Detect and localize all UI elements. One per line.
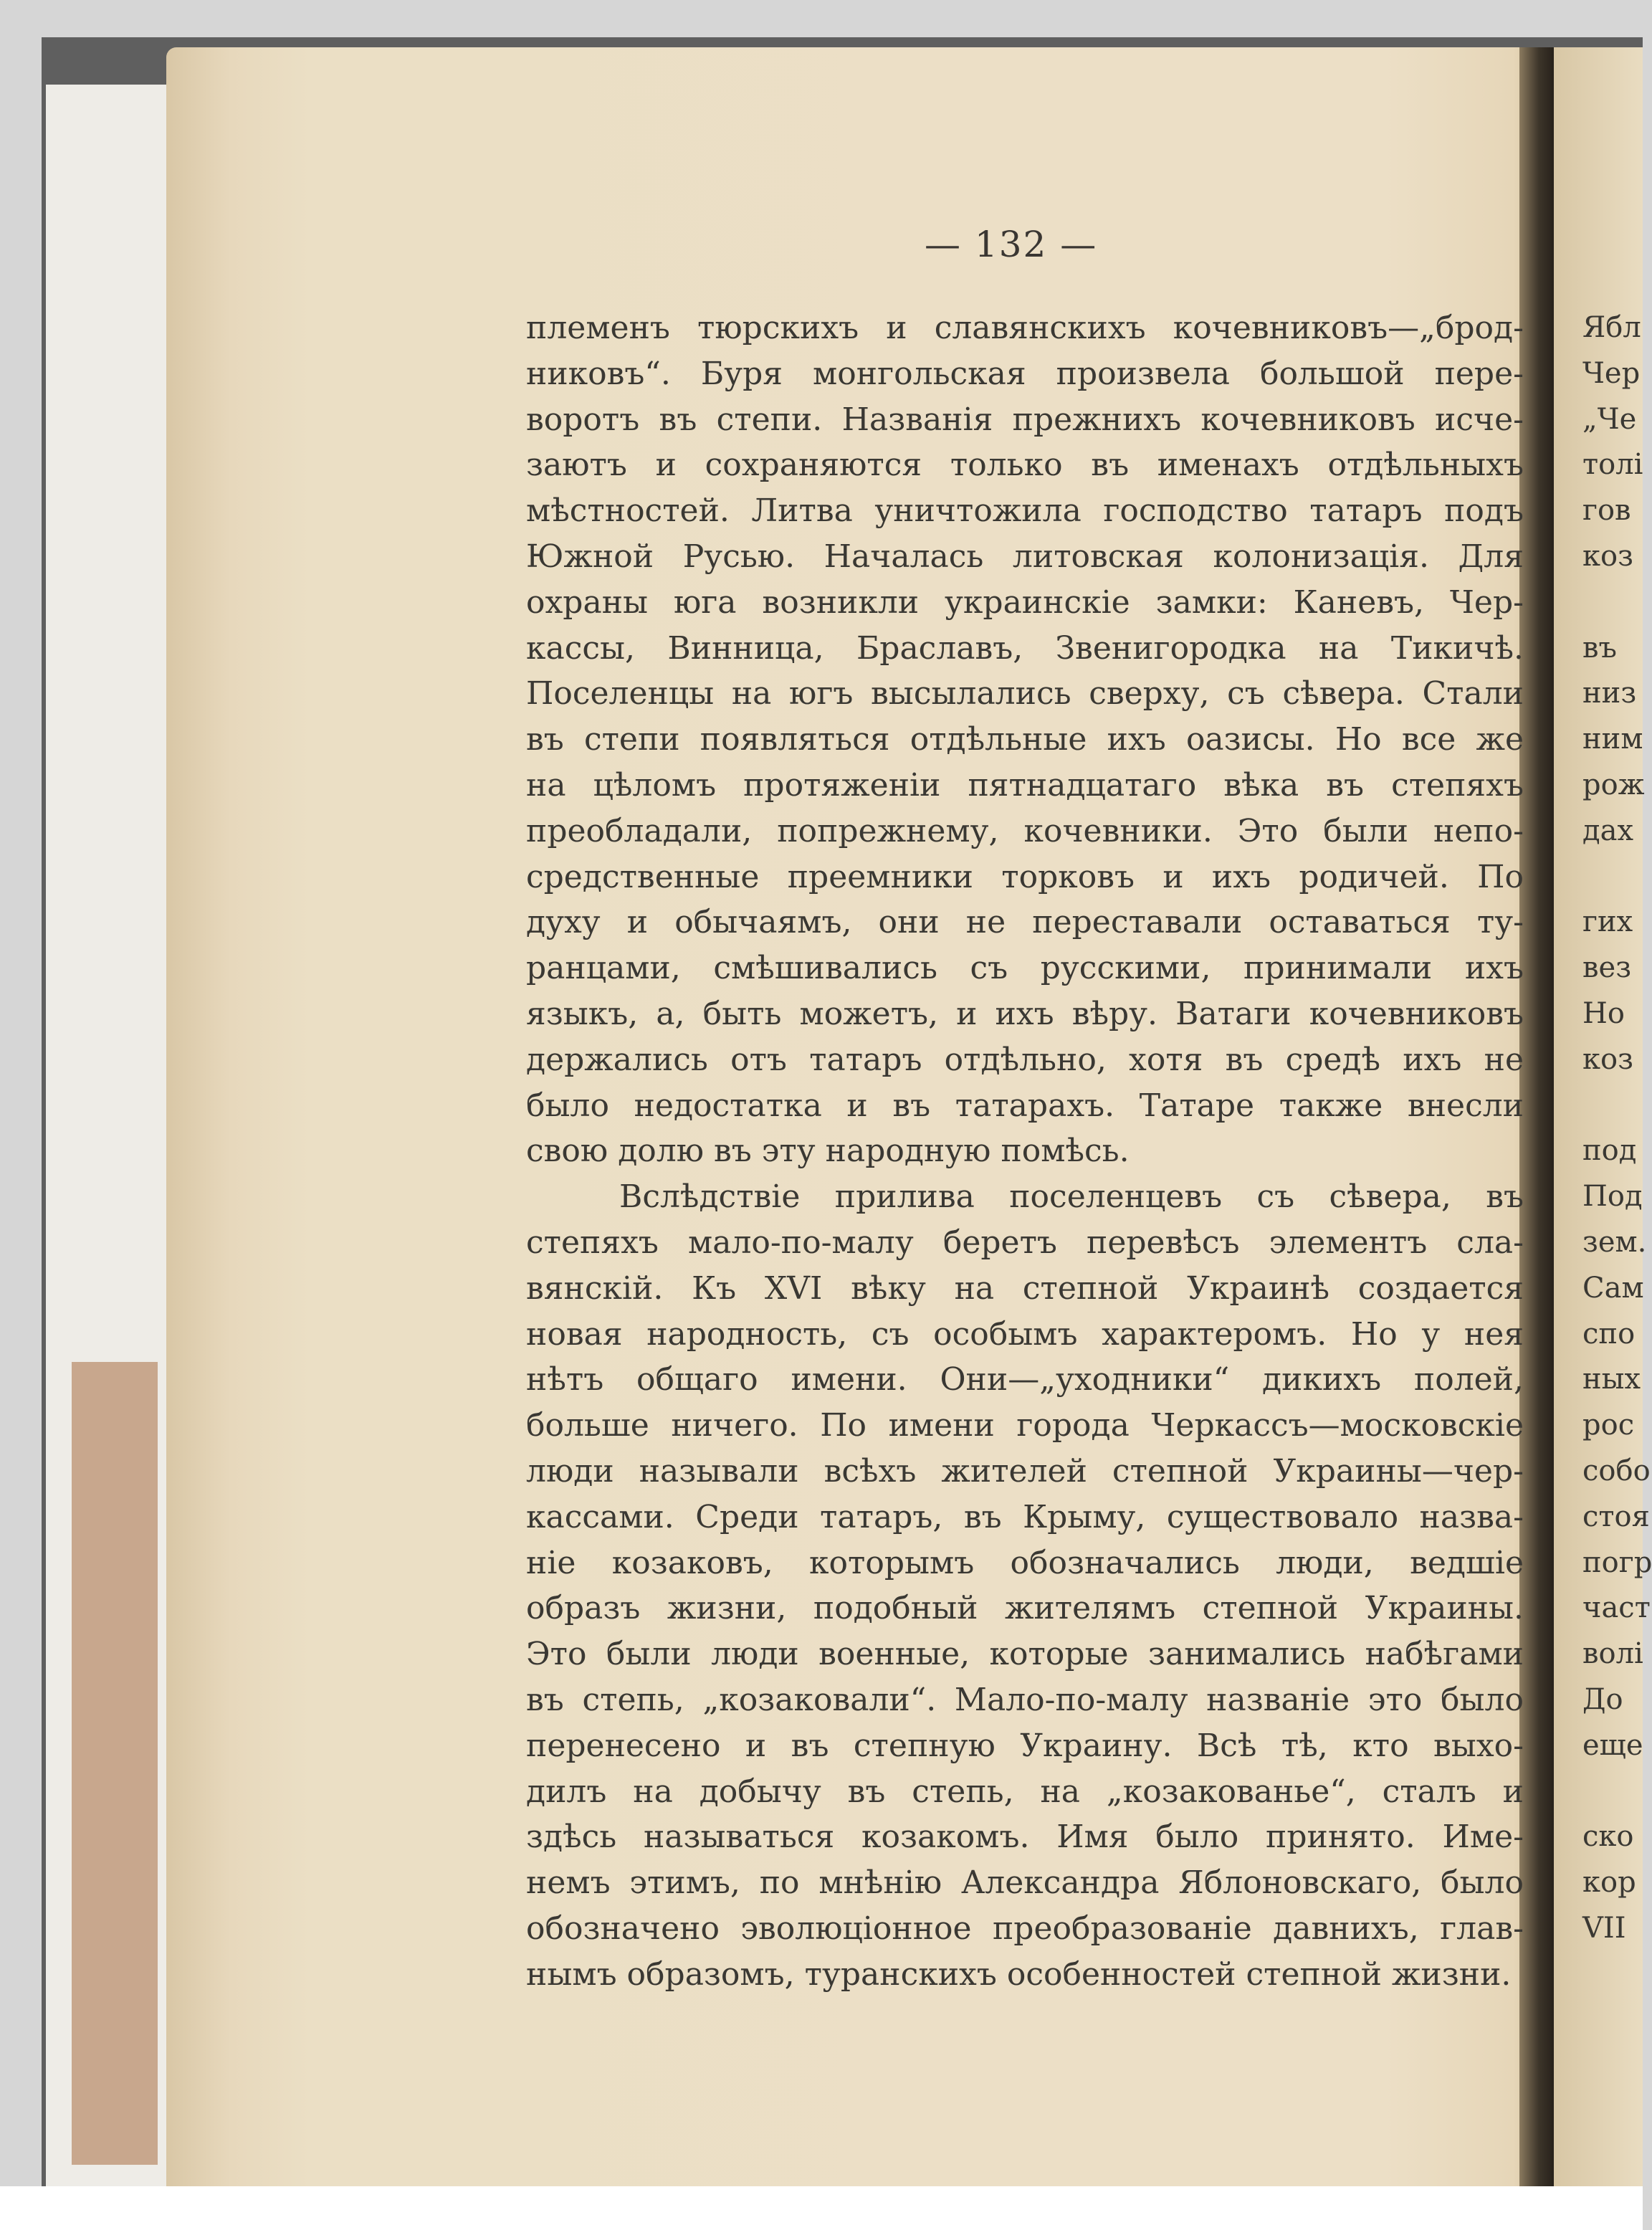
text-line: Это были люди военные, которые занимались набѣгами <box>526 1636 1524 1673</box>
facing-text-fragment: рож <box>1582 768 1645 801</box>
text-line: средственные преемники торковъ и ихъ родичей. По <box>526 858 1524 895</box>
facing-text-fragment <box>1582 580 1643 626</box>
facing-text-fragment: ных <box>1582 1363 1641 1396</box>
facing-text-fragment: Сам <box>1582 1271 1644 1305</box>
text-line: кассы, Винница, Браславъ, Звенигородка на Тикичѣ. <box>526 629 1524 667</box>
facing-text-fragment: рос <box>1582 1409 1635 1442</box>
text-line: держались отъ татаръ отдѣльно, хотя въ средѣ ихъ не <box>526 1041 1524 1078</box>
scan-margin-bottom <box>0 2186 1643 2230</box>
facing-text-fragment: гих <box>1582 905 1633 939</box>
text-line: нѣтъ общаго имени. Они—„уходники“ дикихъ полей, <box>526 1361 1524 1398</box>
text-line: люди называли всѣхъ жителей степной Украины—чер- <box>526 1452 1524 1490</box>
text-line: перенесено и въ степную Украину. Всѣ тѣ, кто выхо- <box>526 1727 1524 1764</box>
text-line: духу и обычаямъ, они не переставали оставаться ту- <box>526 904 1524 941</box>
text-line: больше ничего. По имени города Черкассъ—московскіе <box>526 1407 1524 1444</box>
facing-text-fragment: низ <box>1582 677 1637 710</box>
facing-text-fragment: волі <box>1582 1637 1643 1671</box>
text-line: въ степь, „козаковали“. Мало-по-малу названіе это было <box>526 1681 1524 1718</box>
text-line: вянскій. Къ XVI вѣку на степной Украинѣ создается <box>526 1269 1524 1307</box>
text-line: степяхъ мало-по-малу беретъ перевѣсъ элементъ сла- <box>526 1224 1524 1261</box>
text-line: Вслѣдствіе прилива поселенцевъ съ сѣвера, въ <box>619 1178 1524 1216</box>
facing-text-fragment: вез <box>1582 951 1632 985</box>
facing-text-fragment: гов <box>1582 494 1631 528</box>
text-line: здѣсь называться козакомъ. Имя было принято. Име- <box>526 1819 1524 1856</box>
facing-text-fragment: спо <box>1582 1317 1636 1350</box>
facing-text-fragment: дах <box>1582 814 1634 847</box>
paper-tab <box>72 1362 158 2165</box>
facing-text-fragment <box>1582 1083 1643 1129</box>
text-line: дилъ на добычу въ степь, на „козакованье“, сталъ и <box>526 1773 1524 1810</box>
text-line: ранцами, смѣшивались съ русскими, принимали ихъ <box>526 950 1524 987</box>
text-line: заютъ и сохраняются только въ именахъ отдѣльныхъ <box>526 447 1524 484</box>
facing-text-fragment: толі <box>1582 448 1643 482</box>
paragraph-2 <box>526 1174 1524 1997</box>
facing-text-fragment: Под <box>1582 1180 1643 1214</box>
facing-text-fragment: под <box>1582 1134 1637 1168</box>
text-line: немъ этимъ, по мнѣнію Александра Яблоновскаго, было <box>526 1864 1524 1902</box>
facing-text-fragment: кор <box>1582 1866 1636 1900</box>
facing-text-fragment: погр <box>1582 1545 1652 1579</box>
text-line: охраны юга возникли украинскіе замки: Каневъ, Чер- <box>526 583 1524 621</box>
facing-text-fragment: До <box>1582 1682 1623 1716</box>
facing-text-fragment: зем. <box>1582 1225 1647 1259</box>
facing-text-fragment <box>1582 854 1643 900</box>
text-line: преобладали, попрежнему, кочевники. Это были непо- <box>526 812 1524 849</box>
text-line: обозначено эволюціонное преобразованіе давнихъ, глав- <box>526 1910 1524 1947</box>
facing-text-fragment: еще <box>1582 1728 1643 1762</box>
text-line: нымъ образомъ, туранскихъ особенностей степной жизни. <box>526 1955 1512 1993</box>
text-line: языкъ, а, быть можетъ, и ихъ вѣру. Ватаги кочевниковъ <box>526 995 1524 1032</box>
text-line: воротъ въ степи. Названія прежнихъ кочевниковъ исче- <box>526 401 1524 438</box>
text-line: на цѣломъ протяженіи пятнадцатаго вѣка въ степяхъ <box>526 766 1524 804</box>
text-line: мѣстностей. Литва уничтожила господство татаръ подъ <box>526 492 1524 530</box>
facing-text-fragment: Ябл <box>1582 311 1641 344</box>
text-line: никовъ“. Буря монгольская произвела большой пере- <box>526 355 1524 392</box>
facing-text-fragment: коз <box>1582 1042 1633 1076</box>
facing-text-fragment: VII <box>1582 1911 1626 1945</box>
facing-text-fragment: Чер <box>1582 356 1641 390</box>
facing-text-fragment: ско <box>1582 1820 1634 1854</box>
facing-text-fragment: собо <box>1582 1454 1651 1487</box>
facing-text-fragment: ним <box>1582 723 1643 756</box>
facing-page-text <box>1582 305 1652 1952</box>
facing-text-fragment: въ <box>1582 631 1617 664</box>
facing-text-fragment: „Че <box>1582 402 1637 436</box>
text-line: кассами. Среди татаръ, въ Крыму, существовало назва- <box>526 1498 1524 1535</box>
facing-text-fragment: стоя <box>1582 1500 1650 1533</box>
text-line: Поселенцы на югъ высылались сверху, съ сѣвера. Стали <box>526 675 1524 713</box>
text-line: новая народность, съ особымъ характеромъ. Но у нея <box>526 1315 1524 1353</box>
body-text <box>526 305 1524 1997</box>
text-line: свою долю въ эту народную помѣсь. <box>526 1133 1130 1170</box>
text-line: племенъ тюрскихъ и славянскихъ кочевниковъ—„брод- <box>526 310 1524 346</box>
facing-text-fragment: коз <box>1582 539 1633 573</box>
text-line: ніе козаковъ, которымъ обозначались люди, ведшіе <box>526 1544 1524 1581</box>
paragraph-1 <box>526 305 1524 1174</box>
text-line: было недостатка и въ татарахъ. Татаре также внесли <box>526 1087 1524 1124</box>
text-line: Южной Русью. Началась литовская колонизація. Для <box>526 538 1524 575</box>
facing-text-fragment: част <box>1582 1591 1651 1625</box>
facing-text-fragment <box>1582 1769 1643 1815</box>
page-number: — 132 — <box>925 224 1098 265</box>
facing-text-fragment: Но <box>1582 996 1625 1030</box>
text-line: образъ жизни, подобный жителямъ степной Украины. <box>526 1590 1524 1627</box>
text-line: въ степи появляться отдѣльные ихъ оазисы. Но все же <box>526 721 1524 758</box>
